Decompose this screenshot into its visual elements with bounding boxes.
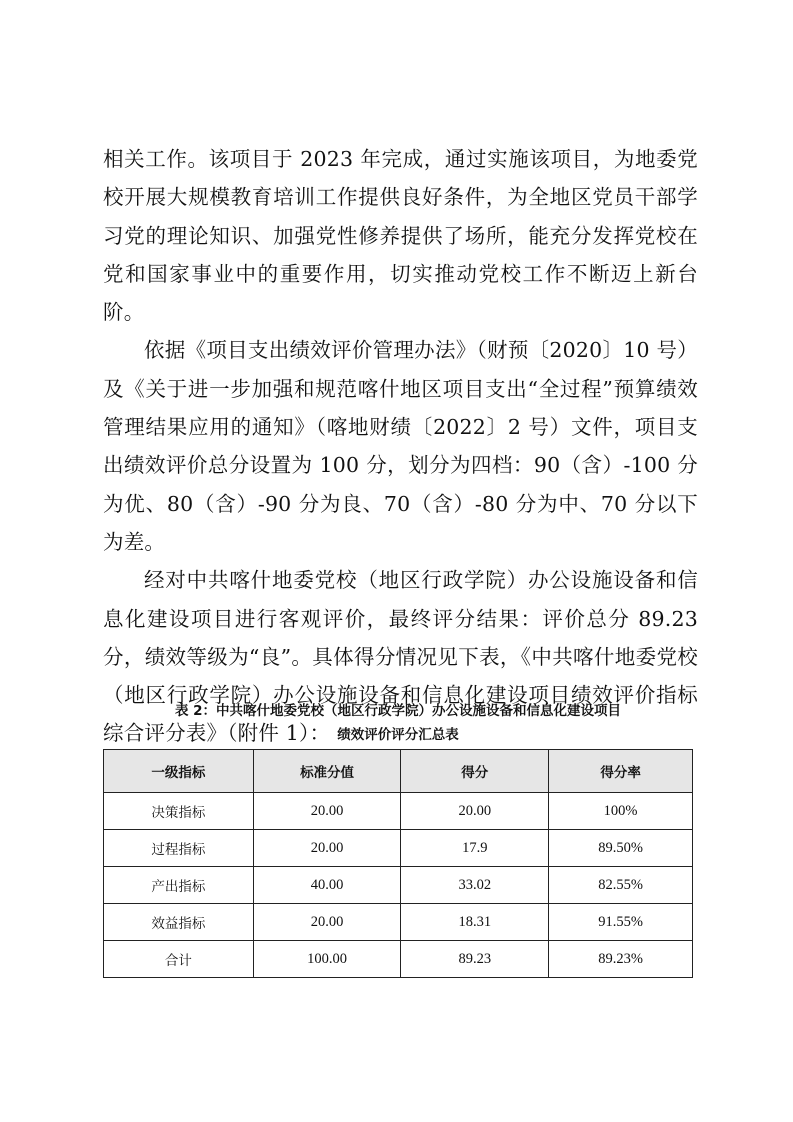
indicator-cell: 产出指标: [104, 867, 254, 904]
paragraph-project-completion: 相关工作。该项目于 2023 年完成，通过实施该项目，为地委党校开展大规模教育培训工作提供良好条件，为全地区党员干部学习党的理论知识、加强党性修养提供了场所，能充分发挥党校在党和国家事业中的重要作用，切实推动党校工作不断迈上新台阶。: [103, 147, 698, 325]
indicator-cell: 决策指标: [104, 793, 254, 830]
header-first-level-indicator: 一级指标: [104, 750, 254, 793]
paragraph-evaluation-result: 经对中共喀什地委党校（地区行政学院）办公设施设备和信息化建设项目进行客观评价，最终评分结果：评价总分 89.23 分，绩效等级为“良”。具体得分情况见下表，《中共喀什地委党校（地区行政学院）办公设施设备和信息化建设项目绩效评价指标综合评分表》（附件 1）：: [103, 568, 698, 746]
document-body: [103, 140, 698, 753]
paragraph-evaluation-basis: 依据《项目支出绩效评价管理办法》（财预〔2020〕10 号）及《关于进一步加强和规范喀什地区项目支出“全过程”预算绩效管理结果应用的通知》（喀地财绩〔2022〕2 号）文件，项目支出绩效评价总分设置为 100 分，划分为四档：90（含）-100 分为优、80（含）-90 分为良、70（含）-80 分为中、70 分以下为差。: [103, 338, 698, 554]
score-summary-table: [103, 749, 693, 978]
indicator-cell: 合计: [104, 941, 254, 978]
table-row: [104, 867, 693, 904]
score-rate-cell: 91.55%: [549, 904, 693, 941]
table-header-row: [104, 750, 693, 793]
score-cell: 20.00: [401, 793, 549, 830]
header-score-rate: 得分率: [549, 750, 693, 793]
standard-score-cell: 40.00: [253, 867, 401, 904]
table-total-row: [104, 941, 693, 978]
standard-score-cell: 20.00: [253, 793, 401, 830]
table-caption-line-2: 绩效评价评分汇总表: [337, 727, 459, 743]
score-rate-cell: 89.50%: [549, 830, 693, 867]
score-cell: 18.31: [401, 904, 549, 941]
score-cell: 17.9: [401, 830, 549, 867]
header-score: 得分: [401, 750, 549, 793]
standard-score-cell: 100.00: [253, 941, 401, 978]
standard-score-cell: 20.00: [253, 904, 401, 941]
table-caption: [103, 699, 693, 747]
score-rate-cell: 100%: [549, 793, 693, 830]
score-cell: 33.02: [401, 867, 549, 904]
score-cell: 89.23: [401, 941, 549, 978]
table-caption-line-1: 表 2：中共喀什地委党校（地区行政学院）办公设施设备和信息化建设项目: [174, 703, 622, 719]
table-row: [104, 904, 693, 941]
table-row: [104, 830, 693, 867]
indicator-cell: 效益指标: [104, 904, 254, 941]
indicator-cell: 过程指标: [104, 830, 254, 867]
score-rate-cell: 89.23%: [549, 941, 693, 978]
standard-score-cell: 20.00: [253, 830, 401, 867]
header-standard-score: 标准分值: [253, 750, 401, 793]
table-row: [104, 793, 693, 830]
score-rate-cell: 82.55%: [549, 867, 693, 904]
